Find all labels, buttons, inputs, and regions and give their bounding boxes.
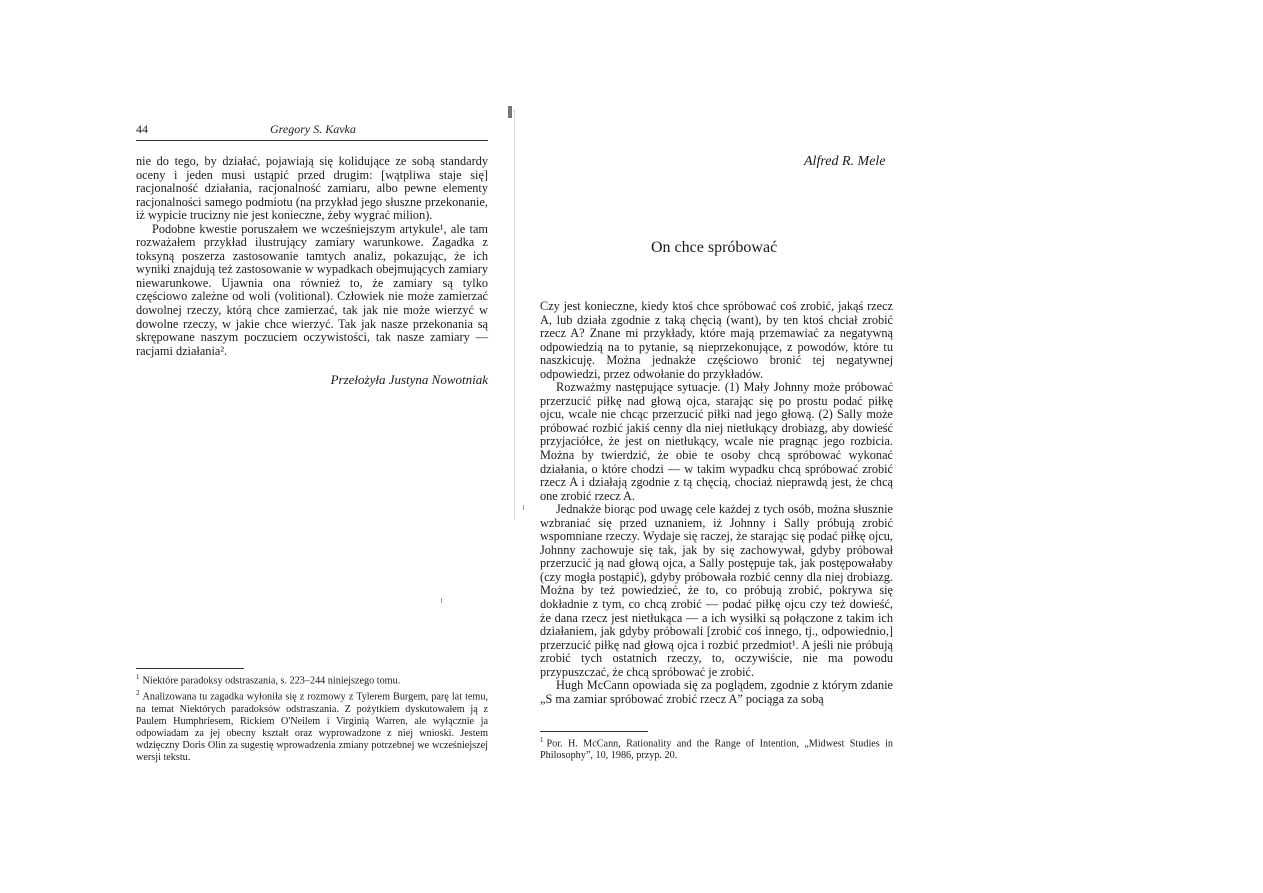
right-body-text: [540, 300, 893, 706]
paragraph: Czy jest konieczne, kiedy ktoś chce spróbować coś zrobić, jakąś rzecz A, lub działa zgodnie z taką chęcią (want), by ten ktoś chciał zrobić rzecz A? Znane mi przykłady, które mają przemawiać za negatywną odpowiedzią na to pytanie, są nieprzekonujące, z powodów, które tu naszkicuję. Można jednakże częściowo bronić tej negatywnej odpowiedzi, przez odwołanie do przykładów.: [540, 299, 893, 381]
scan-artifact: [508, 106, 512, 118]
article-title: On chce spróbować: [651, 239, 778, 256]
paragraph: nie do tego, by działać, pojawiają się kolidujące ze sobą standardy oceny i jeden musi ustąpić przed drugim: [wątpliwa staje się] racjonalność działania, racjonalność zamiaru, albo pewne elementy racjonalności samego podmiotu (na przykład jego słuszne przekonanie, iż wypicie trucizny nie jest konieczne, żeby wygrać milion).: [136, 154, 488, 223]
header-rule: [136, 140, 488, 141]
footnote-rule: [540, 731, 648, 732]
paragraph: Rozważmy następujące sytuacje. (1) Mały Johnny może próbować przerzucić piłkę nad głową ojca, starając się po prostu podać piłkę ojcu, wcale nie chcąc przerzucić piłki nad jego głową. (2) Sally może próbować rozbić jakiś cenny dla niej nietłukący drobiazg, aby dowieść przyjaciółce, że jest on nietłukący, wcale nie pragnąc jego rozbicia. Można by twierdzić, że obie te osoby chcą spróbować wykonać działania, o które chodzi — w takim wypadku chcą spróbować zrobić rzecz A i działają zgodnie z tą chęcią, chociaż nieprawdą jest, że chcą one zrobić rzecz A.: [540, 380, 893, 503]
article-author: Alfred R. Mele: [804, 154, 886, 169]
gutter-shadow: [514, 110, 515, 520]
footnote: $^1$ Por. H. McCann, Rationality and the Range of Intention, „Midwest Studies in Philosophy”, 10, 1986, przyp. 20.: [540, 736, 893, 762]
footnote-rule: [136, 668, 244, 669]
page-number: 44: [136, 122, 148, 136]
translator-signature: Przełożyła Justyna Nowotniak: [330, 372, 488, 388]
paragraph: Podobne kwestie poruszałem we wcześniejszym artykule¹, ale tam rozważałem przykład ilustrujący zamiary warunkowe. Zagadka z toksyną poszerza zastosowanie tamtych analiz, pokazując, że ich wyniki znajdują też zastosowanie w wypadkach obejmujących zamiary niewarunkowe. Ujawnia ona również to, że zamiary są tylko częściowo zależne od woli (volitional). Człowiek nie może zamierzać dowolnej rzeczy, którą chce zamierzać, tak jak nie może wierzyć w dowolne rzeczy, w jakie chce wierzyć. Tak jak nasze przekonania są skrępowane naszym poczuciem oczywistości, tak nasze zamiary — racjami działania².: [136, 221, 488, 358]
running-head: [136, 118, 488, 138]
scan-speck: [441, 598, 442, 603]
scan-speck: [523, 505, 524, 510]
running-author: Gregory S. Kavka: [270, 122, 356, 136]
paragraph: Hugh McCann opowiada się za poglądem, zgodnie z którym zdanie „S ma zamiar spróbować zrobić rzecz A” pociąga za sobą: [540, 678, 893, 706]
right-footnotes: [540, 731, 893, 762]
paragraph: Jednakże biorąc pod uwagę cele każdej z tych osób, można słusznie wzbraniać się przed uznaniem, iż Johnny i Sally próbują zrobić wspomniane rzeczy. Wydaje się raczej, że starając się podać piłkę ojcu, Johnny zachowuje się tak, jak by się zachowywał, gdyby próbował przerzucić ją nad głową ojca, a Sally postępuje tak, jak postępowałaby (czy mogła postąpić), gdyby próbowała rozbić cenny dla niej drobiazg. Można by też powiedzieć, że to, co próbują zrobić, pokrywa się dokładnie z tym, co chcą zrobić — podać piłkę ojcu czy też dowieść, że dana rzecz jest nietłukąca — a ich wysiłki są połączone z takim ich działaniem, jak gdyby próbowali [zrobić coś innego, tj., odpowiednio,] przerzucić piłkę nad głową ojca i rozbić przedmiot¹. A jeśli nie próbują zrobić tych ostatnich rzeczy, to, oczywiście, nie ma powodu przypuszczać, że chcą spróbować je zrobić.: [540, 502, 893, 679]
left-footnotes: [136, 668, 488, 764]
footnote: $^2$ Analizowana tu zagadka wyłoniła się z rozmowy z Tylerem Burgem, parę lat temu, na temat Niektórych paradoksów odstraszania. Z pożytkiem dyskutowałem ją z Paulem Humphriesem, Rickiem O'Neilem i Virginią Warren, ale wyłącznie ja odpowiadam za jej obecny kształt oraz wyprowadzone z niej wnioski. Jestem wdzięczny Doris Olin za sugestię wprowadzenia zmiany potrzebnej we wcześniejszej wersji tekstu.: [136, 689, 488, 763]
left-page: [136, 118, 488, 388]
left-body-text: [136, 155, 488, 358]
footnote: $^1$ Niektóre paradoksy odstraszania, s. 223–244 niniejszego tomu.: [136, 673, 401, 687]
